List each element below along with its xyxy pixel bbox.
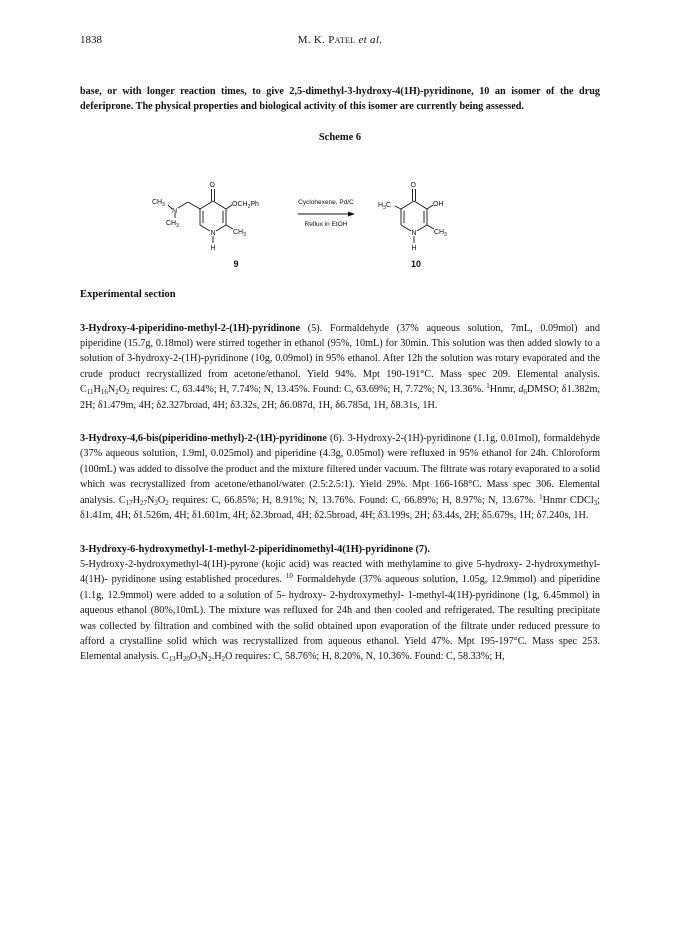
reagent-label: Cyclohexene, Pd/C	[298, 199, 354, 207]
intro-paragraph: base, or with longer reaction times, to give 2,5-dimethyl-3-hydroxy-4(1H)-pyridinone, 10 an isomer of the drug deferiprone. The physical properties and biological activity of this isomer are currently being assessed.	[80, 86, 600, 113]
svg-text:H: H	[210, 245, 216, 253]
compound-9-atoms	[152, 182, 259, 252]
compound-9-bonds	[168, 189, 233, 243]
svg-text:OCH2Ph: $OCH_2Ph$	[232, 201, 259, 211]
compound-5-paragraph: 3-Hydroxy-4-piperidino-methyl-2-(1H)-pyridinone (5). Formaldehyde (37% aqueous solution, 7mL, 0.09mol) and piperidine (15.7g, 0.18mol) were stirred together in ethanol (95%, 10mL) for 30min. This solution was then added slowly to a solution of 3-hydroxy-2-(1H)-pyridinone (10g, 0.09mol) in 95% ethanol. After 12h the solution was rotary evaporated and the crude product recrystallized from acetone/ethanol. Yield 94%. Mpt 190-191°C. Mass spec 209. Elemental analysis. $C_{11}H_{16}N_2O_2$ requires: C, 63.44%; H, 7.74%; N, 13.45%. Found: C, 63.69%; H, 7.72%; N, 13.36%. $^1$Hnmr, $d_6DMSO$; δ1.382m, 2H; δ1.479m, 4H; δ2.327broad, 4H; δ3.32s, 2H; δ6.087d, 1H, δ6.785d, 1H, δ8.31s, 1H.	[80, 322, 600, 411]
svg-text:N: N	[172, 208, 178, 216]
compound-7-title: 3-Hydroxy-6-hydroxymethyl-1-methyl-2-piperidinomethyl-4(1H)-pyridinone (7).	[80, 543, 430, 555]
running-header	[80, 34, 600, 50]
svg-text:N: N	[210, 230, 216, 238]
experimental-heading: Experimental section	[80, 289, 176, 301]
svg-text:CH3: $CH_3$	[166, 220, 179, 230]
compound-7-paragraph: 5-Hydroxy-2-hydroxymethyl-4(1H)-pyrone (kojic acid) was reacted with methylamine to give 5-hydroxy- 2-hydroxymethyl- 4(1H)- pyridinone using established procedures. $^{10}$ Formaldehyde (37% aqueous solution, 1.05g, 12.9mmol) and piperidine (1.1g, 12.9mmol) were added to a solution of 5- hydroxy- 2-hydroxymethyl- 1-methyl-4(1H)-pyridinone (1g, 6.45mmol) in aqueous ethanol (80%,10mL). The mixture was refluxed for 24h and then cooled and refrigerated. The resulting precipitate was collected by filtration and combined with the solid obtained upon evaporation of the filtrate under reduced pressure to afford a crystalline solid which was recrystallized from aqueous ethanol. Yield 47%. Mpt 195-197°C. Mass spec 253. Elemental analysis. $C_{13}H_{20}O_3N_2.H_2O$ requires: C, 58.76%; H, 8.20%, N, 10.36%. Found: C, 58.33%; H,	[80, 558, 600, 664]
compound-label-9: 9	[233, 259, 239, 270]
compound-label-10: 10	[410, 259, 422, 270]
svg-text:O: O	[209, 182, 215, 190]
page-number: 1838	[80, 34, 102, 46]
svg-text:CH3: $CH_3$	[233, 229, 246, 239]
svg-text:CH3: $CH_3$	[434, 229, 447, 239]
scheme-title: Scheme 6	[318, 131, 362, 143]
reaction-arrow	[298, 212, 355, 217]
reaction-scheme	[80, 149, 600, 279]
reaction-scheme-drawing	[80, 149, 600, 279]
running-title: M. K. Patel et al.	[297, 34, 383, 46]
svg-text:N: N	[411, 230, 417, 238]
svg-text:O: O	[410, 182, 416, 190]
page-body	[80, 84, 600, 665]
svg-text:H: H	[411, 245, 417, 253]
condition-label: Reflux in EtOH	[304, 221, 348, 229]
compound-6-paragraph: 3-Hydroxy-4,6-bis(piperidino-methyl)-2-(1H)-pyridinone (6). 3-Hydroxy-2-(1H)-pyridinone (1.1g, 0.01mol), formaldehyde (37% aqueous solution, 1.9ml, 0.025mol) and piperidine (4.3g, 0.05mol) were refluxed in 95% ethanol for 24h. Chloroform (100mL) was added to dissolve the product and the mixture filtered under vacuum. The filtrate was rotary evaporated to a solid which was recrystallized from acetone/ethanol/water (2.5:2.5:1). Yield 29%. Mpt 166-168°C. Mass spec 306. Elemental analysis. $C_{17}H_{27}N_3O_2$ requires: C, 66.85%; H, 8.91%; N, 13.76%. Found: C, 66.89%; H, 8.97%; N, 13.67%. $^1$Hnmr CDCl$_3$; δ1.41m, 4H; δ1.526m, 4H; δ1.601m, 4H; δ2.3broad, 4H; δ2.5broad, 4H; δ3.199s, 2H; δ3.44s, 2H; δ5.679s, 1H; δ7.240s, 1H.	[80, 433, 600, 522]
svg-text:H3C: $H_3C$	[378, 202, 391, 212]
svg-text:OH: OH	[433, 201, 444, 209]
svg-text:CH3: $CH_3$	[152, 199, 165, 209]
